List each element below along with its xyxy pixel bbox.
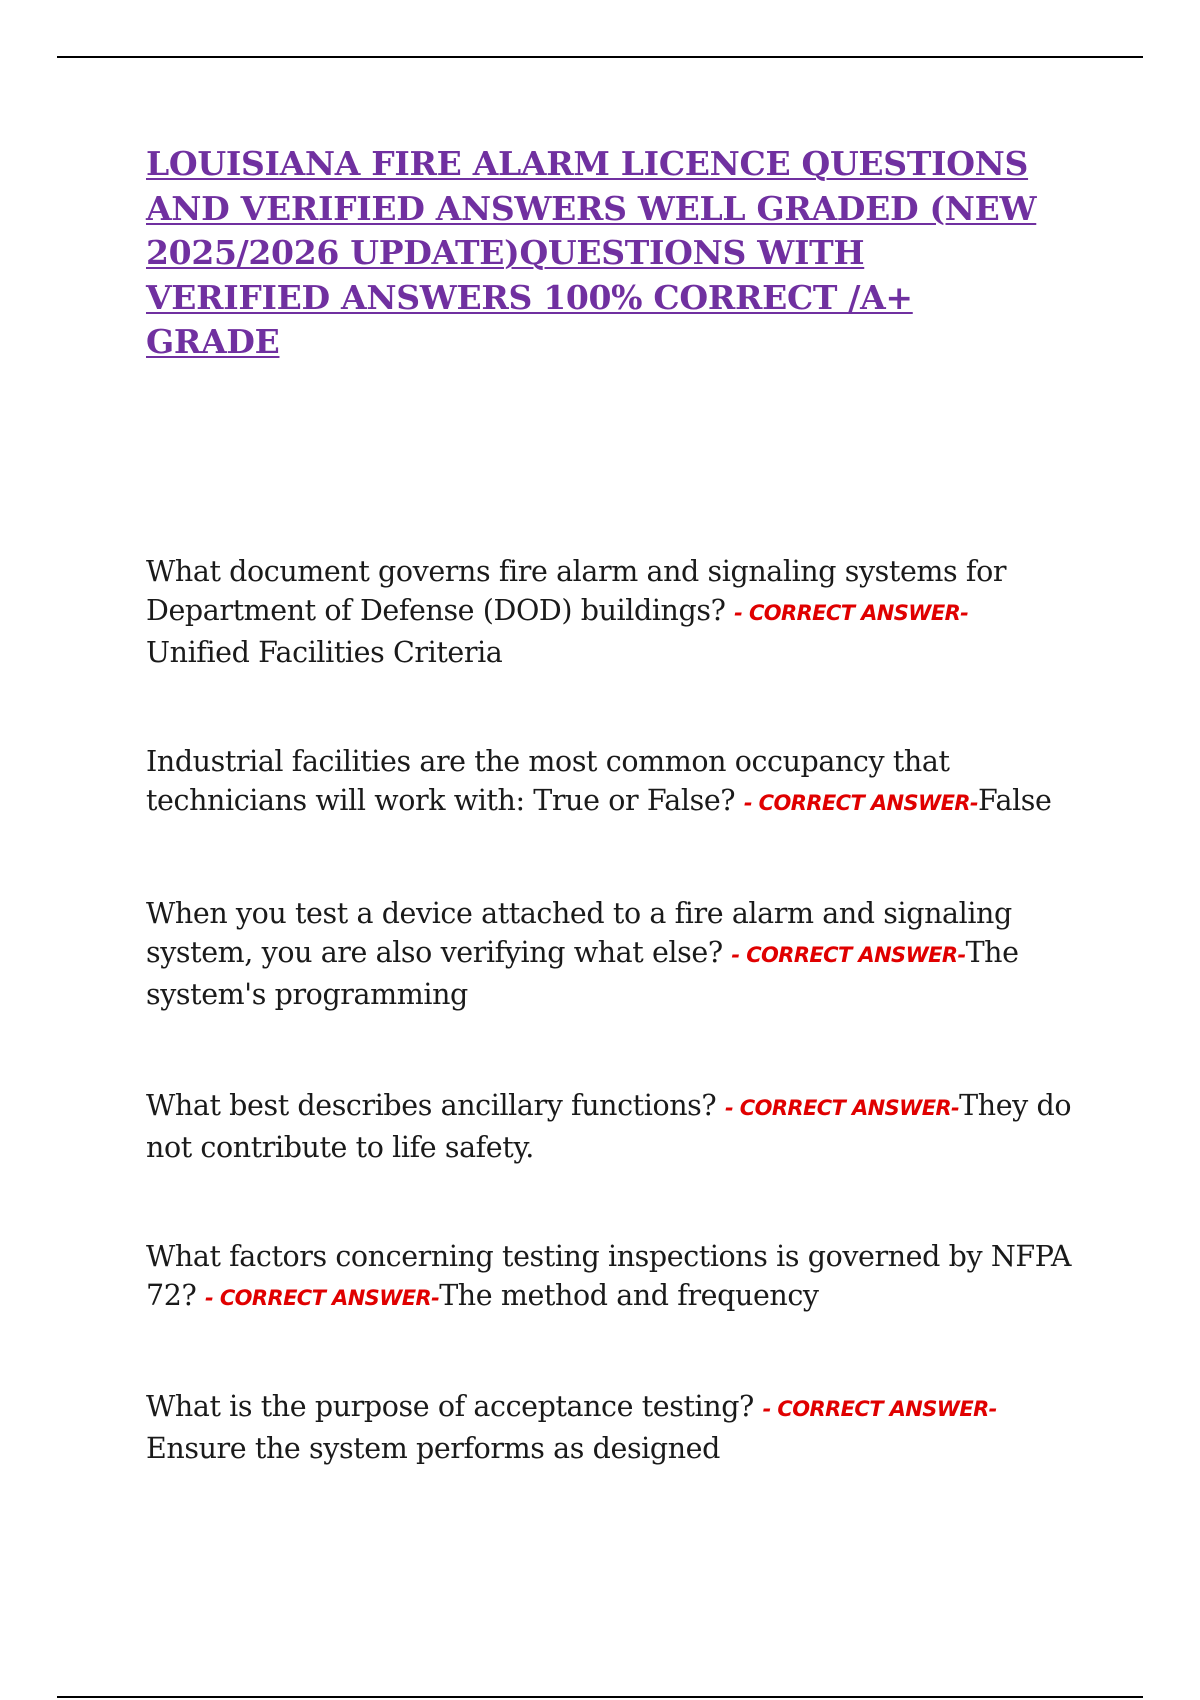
footer-rule xyxy=(57,1696,1143,1698)
correct-answer-tag: - CORRECT ANSWER- xyxy=(731,943,966,967)
question-text: Industrial facilities are the most common occupancy that technicians will work with: True or False? xyxy=(146,745,950,817)
qa-item xyxy=(146,1387,1076,1468)
correct-answer-tag: - CORRECT ANSWER- xyxy=(743,791,979,815)
answer-text: Ensure the system performs as designed xyxy=(146,1432,720,1465)
correct-answer-tag: - CORRECT ANSWER- xyxy=(205,1286,440,1310)
question-text: What factors concerning testing inspections is governed by NFPA 72? xyxy=(146,1240,1072,1312)
qa-item xyxy=(146,1237,1076,1318)
header-rule xyxy=(57,56,1143,58)
question-text: What best describes ancillary functions? xyxy=(146,1089,717,1122)
answer-text: The system's programming xyxy=(146,936,1019,1011)
answer-text: Unified Facilities Criteria xyxy=(146,636,503,669)
qa-item xyxy=(146,894,1076,1014)
document-title: LOUISIANA FIRE ALARM LICENCE QUESTIONS AND VERIFIED ANSWERS WELL GRADED (NEW 2025/2026 UPDATE)QUESTIONS WITH VERIFIED ANSWERS 100% CORRECT /A+ GRADE xyxy=(146,144,1037,361)
answer-text: They do not contribute to life safety. xyxy=(146,1089,1072,1164)
correct-answer-tag: - CORRECT ANSWER- xyxy=(762,1397,997,1421)
question-text: When you test a device attached to a fire alarm and signaling system, you are also verifying what else? xyxy=(146,897,1012,969)
question-text: What document governs fire alarm and signaling systems for Department of Defense (DOD) buildings? xyxy=(146,555,1007,627)
qa-item xyxy=(146,742,1076,823)
correct-answer-tag: - CORRECT ANSWER- xyxy=(724,1096,960,1120)
answer-text: False xyxy=(978,784,1052,817)
answer-text: The method and frequency xyxy=(439,1279,819,1312)
correct-answer-tag: - CORRECT ANSWER- xyxy=(734,601,969,625)
question-text: What is the purpose of acceptance testing? xyxy=(146,1390,754,1423)
qa-item xyxy=(146,552,1076,672)
qa-item xyxy=(146,1086,1076,1167)
